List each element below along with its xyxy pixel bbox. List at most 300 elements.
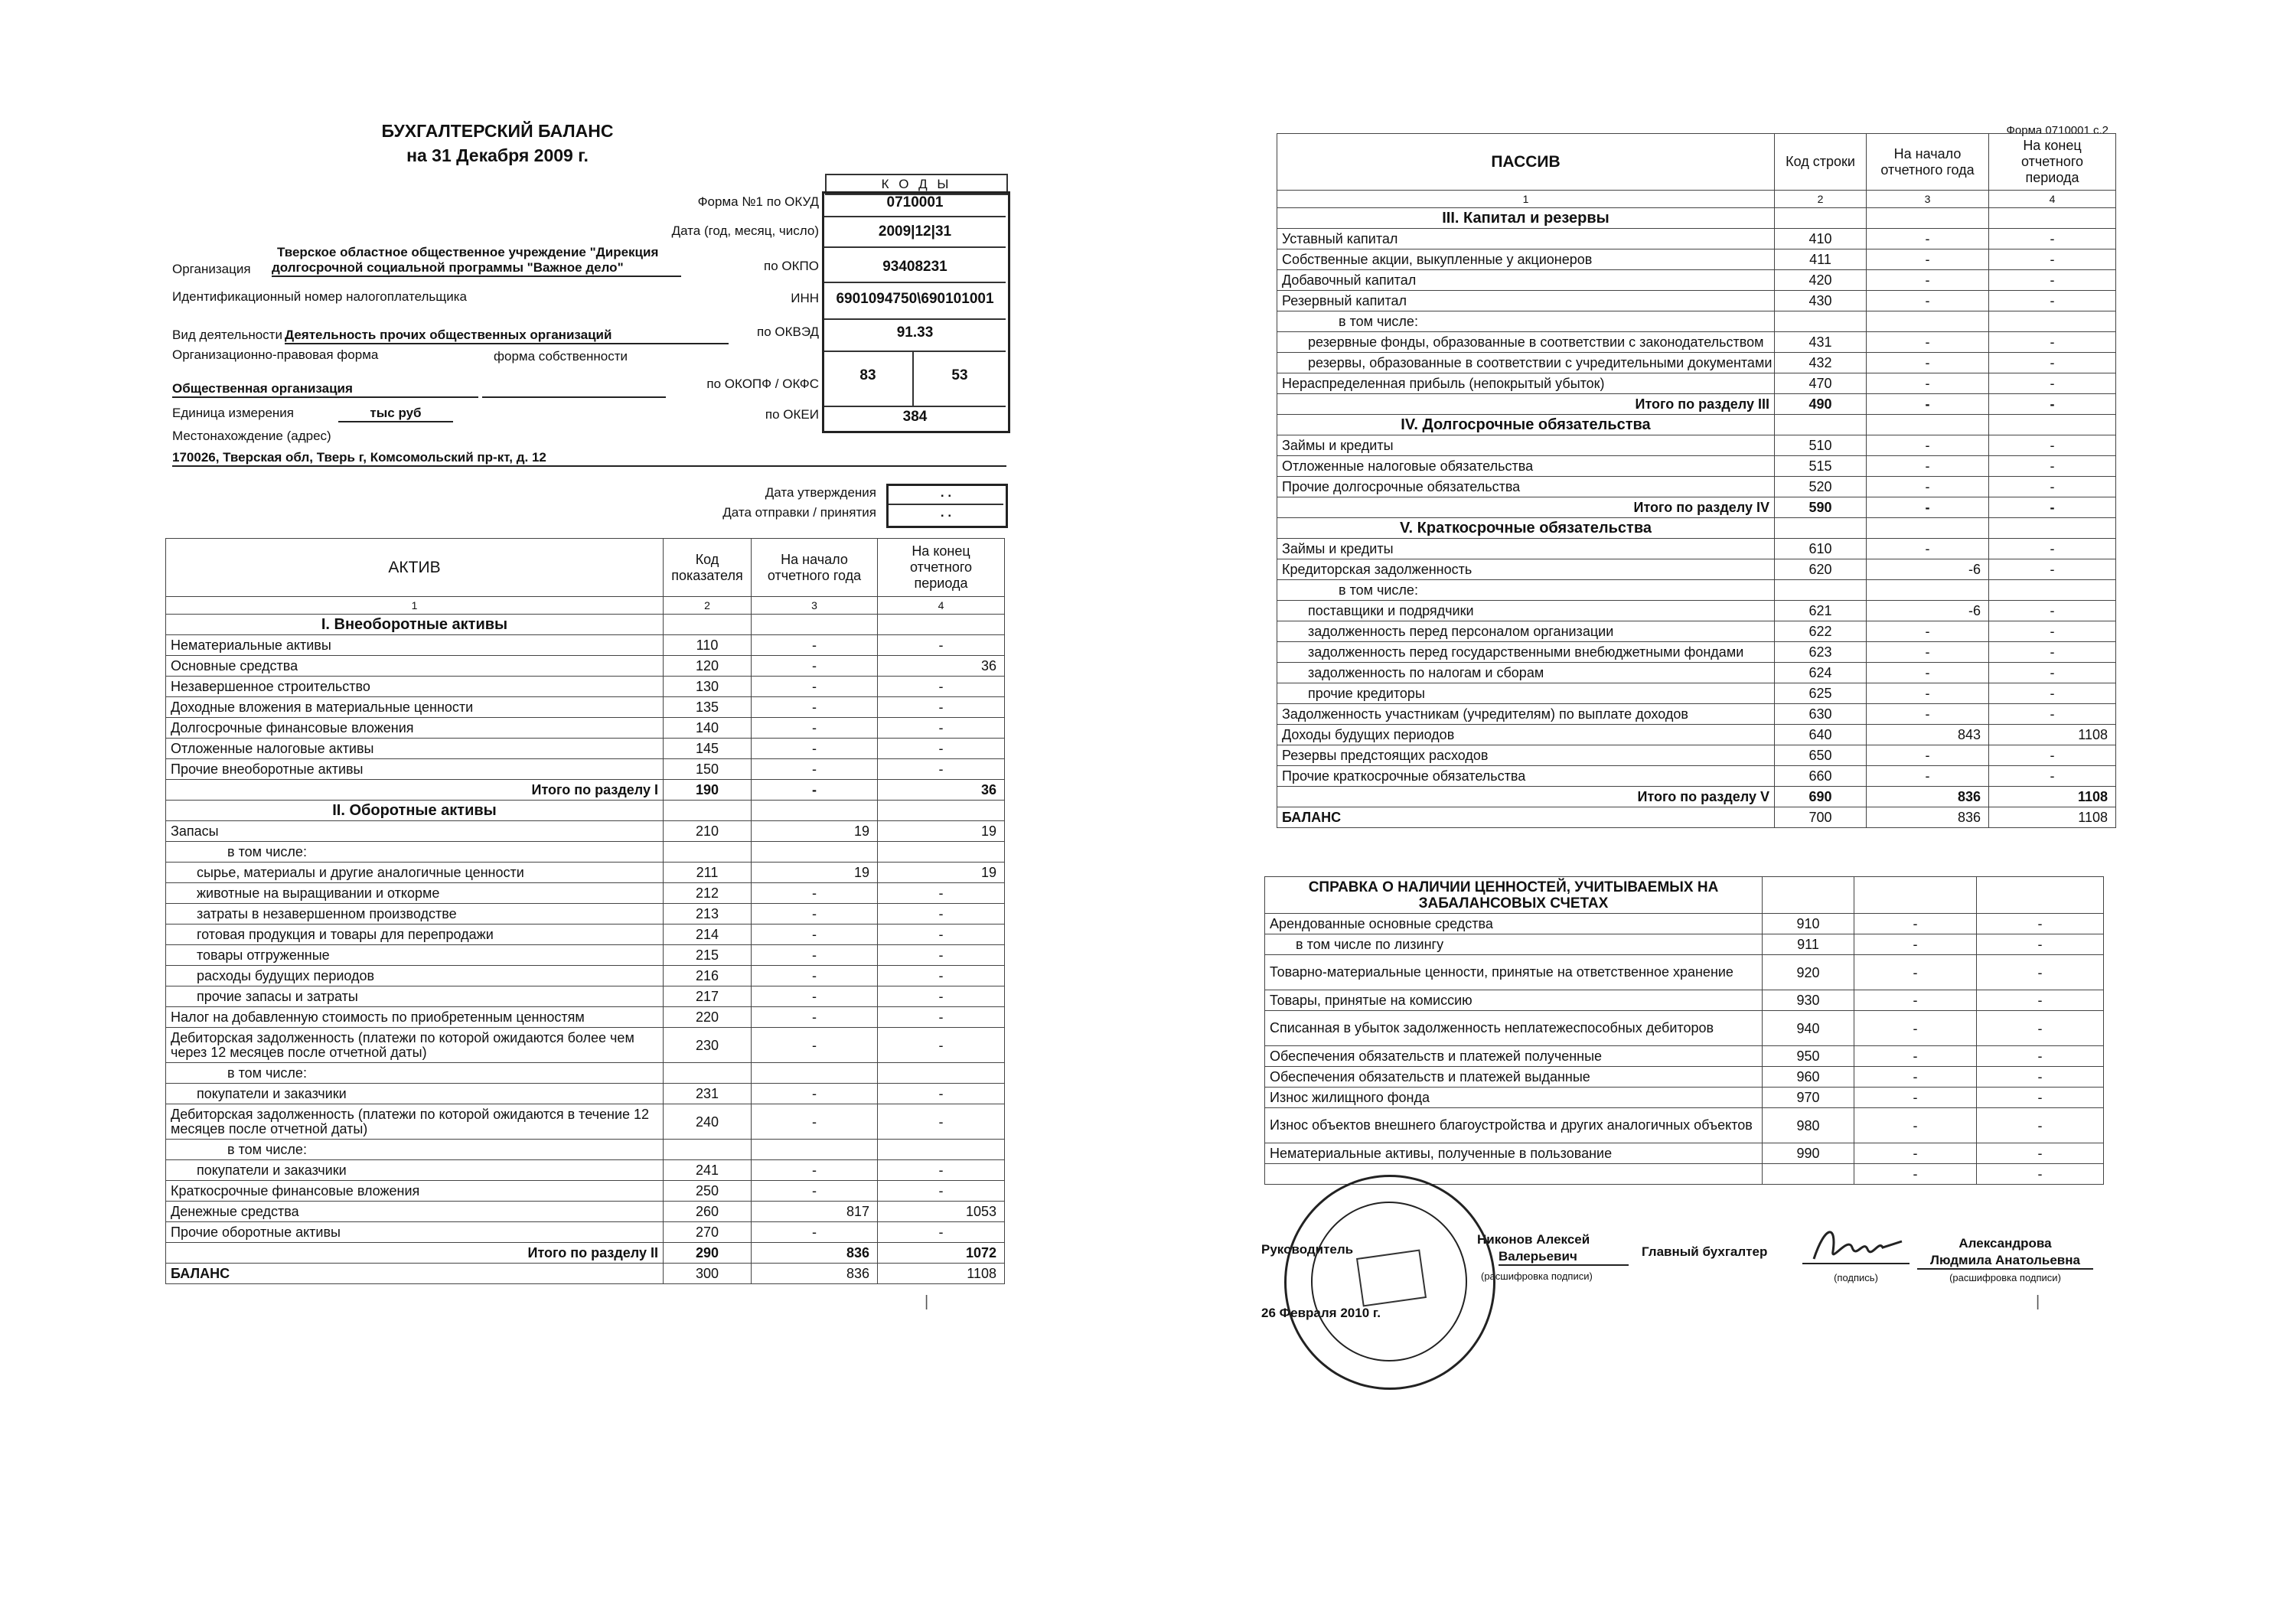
table-row xyxy=(1277,725,2116,745)
okfs-code: 53 xyxy=(951,367,968,383)
value-start: - xyxy=(1867,291,1989,311)
value-start: - xyxy=(752,1222,878,1243)
table-row xyxy=(1277,745,2116,766)
table-row xyxy=(166,1063,1005,1084)
row-label: Кредиторская задолженность xyxy=(1277,559,1775,580)
table-row xyxy=(166,718,1005,739)
row-code xyxy=(664,842,752,863)
table-row xyxy=(1277,642,2116,663)
table-row xyxy=(1277,249,2116,270)
row-label: Обеспечения обязательств и платежей выданные xyxy=(1265,1067,1763,1088)
value-start xyxy=(752,1140,878,1160)
value-start: - xyxy=(752,718,878,739)
row-label: Собственные акции, выкупленные у акционеров xyxy=(1277,249,1775,270)
table-row xyxy=(1265,955,2104,990)
value-end: - xyxy=(1989,249,2116,270)
sent-value: . . xyxy=(940,505,952,520)
row-code: 490 xyxy=(1775,394,1867,415)
row-label: Нематериальные активы xyxy=(166,635,664,656)
value-end: 36 xyxy=(878,780,1005,801)
value-end: - xyxy=(878,1181,1005,1202)
value-start: - xyxy=(752,780,878,801)
value-end xyxy=(878,1063,1005,1084)
value-start: - xyxy=(752,697,878,718)
table-row xyxy=(166,1140,1005,1160)
document-title: БУХГАЛТЕРСКИЙ БАЛАНС xyxy=(381,121,614,141)
row-code: 930 xyxy=(1763,990,1854,1011)
value-start: - xyxy=(752,1007,878,1028)
head-name-2: Валерьевич xyxy=(1499,1249,1629,1266)
table-row xyxy=(1277,497,2116,518)
table-row xyxy=(1277,394,2116,415)
okpo-label: по ОКПО xyxy=(764,259,819,273)
value-start: - xyxy=(752,1084,878,1104)
table-row xyxy=(1277,621,2116,642)
row-code: 240 xyxy=(664,1104,752,1140)
table-row xyxy=(1277,704,2116,725)
table-row xyxy=(1277,353,2116,373)
table-row xyxy=(166,1202,1005,1222)
form-ref: Форма 0710001 с.2 xyxy=(2006,124,2108,137)
row-code: 231 xyxy=(664,1084,752,1104)
ownership-label: форма собственности xyxy=(494,349,628,364)
row-label: БАЛАНС xyxy=(166,1264,664,1284)
value-start: -6 xyxy=(1867,559,1989,580)
chief-name-1: Александрова xyxy=(1958,1236,2052,1251)
activity-value: Деятельность прочих общественных организаций xyxy=(285,328,729,344)
row-label: в том числе: xyxy=(166,1140,664,1160)
inn-caption: Идентификационный номер налогоплательщика xyxy=(172,289,467,304)
value-end: - xyxy=(878,945,1005,966)
asset-header-name: АКТИВ xyxy=(166,539,664,597)
value-end: - xyxy=(1989,229,2116,249)
value-end: - xyxy=(1989,642,2116,663)
row-label: покупатели и заказчики xyxy=(166,1160,664,1181)
table-row xyxy=(1265,934,2104,955)
value-start: 19 xyxy=(752,821,878,842)
value-end: - xyxy=(878,1007,1005,1028)
table-row xyxy=(166,1104,1005,1140)
asset-header-end: На конец отчетного периода xyxy=(878,539,1005,597)
section-title: IV. Долгосрочные обязательства xyxy=(1277,415,1775,435)
okei-label: по ОКЕИ xyxy=(765,407,819,422)
table-row xyxy=(166,945,1005,966)
value-end: 36 xyxy=(878,656,1005,677)
section-title: V. Краткосрочные обязательства xyxy=(1277,518,1775,539)
row-code xyxy=(1763,1164,1854,1185)
table-row xyxy=(166,697,1005,718)
value-end: - xyxy=(1977,1088,2104,1108)
value-start: - xyxy=(752,1160,878,1181)
row-code: 270 xyxy=(664,1222,752,1243)
inn-code: 6901094750\690101001 xyxy=(836,291,994,307)
row-label: прочие запасы и затраты xyxy=(166,986,664,1007)
row-label: Уставный капитал xyxy=(1277,229,1775,249)
liab-header-start: На начало отчетного года xyxy=(1867,134,1989,191)
value-end: - xyxy=(1989,477,2116,497)
row-label: Прочие краткосрочные обязательства xyxy=(1277,766,1775,787)
table-row xyxy=(166,635,1005,656)
table-row xyxy=(1277,456,2116,477)
table-row xyxy=(1277,291,2116,311)
table-row xyxy=(1265,1088,2104,1108)
row-code: 510 xyxy=(1775,435,1867,456)
value-start: - xyxy=(1867,497,1989,518)
value-end: 1072 xyxy=(878,1243,1005,1264)
table-row xyxy=(1277,601,2116,621)
row-label: покупатели и заказчики xyxy=(166,1084,664,1104)
value-start: - xyxy=(752,1104,878,1140)
sent-label: Дата отправки / принятия xyxy=(722,505,876,520)
colnum: 4 xyxy=(1989,191,2116,208)
value-end: - xyxy=(878,966,1005,986)
value-start: - xyxy=(1867,249,1989,270)
value-end: - xyxy=(1989,291,2116,311)
row-code: 190 xyxy=(664,780,752,801)
table-row xyxy=(1277,539,2116,559)
row-code xyxy=(664,1063,752,1084)
value-end: - xyxy=(1989,704,2116,725)
table-row xyxy=(1277,373,2116,394)
table-row xyxy=(166,1264,1005,1284)
ownership-value-line xyxy=(482,381,666,398)
value-start: - xyxy=(1854,934,1977,955)
section-header xyxy=(1277,208,2116,229)
row-label: товары отгруженные xyxy=(166,945,664,966)
row-code: 960 xyxy=(1763,1067,1854,1088)
row-code: 300 xyxy=(664,1264,752,1284)
section-header xyxy=(166,615,1005,635)
row-label: Арендованные основные средства xyxy=(1265,914,1763,934)
value-start: - xyxy=(1854,1088,1977,1108)
value-end xyxy=(878,1140,1005,1160)
row-code xyxy=(664,1140,752,1160)
row-code: 520 xyxy=(1775,477,1867,497)
value-end: - xyxy=(878,1104,1005,1140)
date-label: Дата (год, месяц, число) xyxy=(671,223,819,238)
table-row xyxy=(1265,914,2104,934)
activity-label: Вид деятельности xyxy=(172,328,282,342)
value-end: 1053 xyxy=(878,1202,1005,1222)
value-start: - xyxy=(752,925,878,945)
value-start: - xyxy=(752,739,878,759)
row-code: 430 xyxy=(1775,291,1867,311)
row-label: поставщики и подрядчики xyxy=(1277,601,1775,621)
table-row xyxy=(166,1243,1005,1264)
value-end: - xyxy=(1977,934,2104,955)
value-end: - xyxy=(1977,1164,2104,1185)
value-start: - xyxy=(1867,435,1989,456)
row-label: Износ объектов внешнего благоустройства и других аналогичных объектов xyxy=(1265,1108,1763,1143)
value-start: - xyxy=(1867,745,1989,766)
row-code: 990 xyxy=(1763,1143,1854,1164)
row-label: Задолженность участникам (учредителям) по выплате доходов xyxy=(1277,704,1775,725)
row-code: 130 xyxy=(664,677,752,697)
row-label: Запасы xyxy=(166,821,664,842)
table-row xyxy=(166,863,1005,883)
value-start: - xyxy=(752,883,878,904)
row-label: Отложенные налоговые обязательства xyxy=(1277,456,1775,477)
value-start: - xyxy=(752,759,878,780)
section-title: II. Оборотные активы xyxy=(166,801,664,821)
chief-sign-caption: (подпись) xyxy=(1834,1272,1878,1283)
row-code: 250 xyxy=(664,1181,752,1202)
value-end: - xyxy=(878,1160,1005,1181)
value-start: - xyxy=(1867,642,1989,663)
value-end: - xyxy=(1977,914,2104,934)
head-label: Руководитель xyxy=(1261,1242,1354,1257)
okud-code: 0710001 xyxy=(886,194,944,210)
value-start xyxy=(752,842,878,863)
value-start: - xyxy=(752,677,878,697)
value-end: - xyxy=(1989,353,2116,373)
value-end: - xyxy=(1977,1067,2104,1088)
row-code: 411 xyxy=(1775,249,1867,270)
value-start: - xyxy=(1867,704,1989,725)
row-label: резервы, образованные в соответствии с учредительными документами xyxy=(1277,353,1775,373)
value-end: - xyxy=(1989,394,2116,415)
value-end: - xyxy=(1989,539,2116,559)
row-code: 470 xyxy=(1775,373,1867,394)
row-label: Обеспечения обязательств и платежей полученные xyxy=(1265,1046,1763,1067)
table-row xyxy=(1265,990,2104,1011)
value-end: - xyxy=(1989,745,2116,766)
row-code: 230 xyxy=(664,1028,752,1063)
row-code: 624 xyxy=(1775,663,1867,683)
row-label: Итого по разделу II xyxy=(166,1243,664,1264)
offbalance-table xyxy=(1264,876,2104,1185)
table-row xyxy=(1265,1011,2104,1046)
row-code: 211 xyxy=(664,863,752,883)
table-row xyxy=(166,904,1005,925)
row-code: 970 xyxy=(1763,1088,1854,1108)
table-row xyxy=(166,842,1005,863)
row-code: 290 xyxy=(664,1243,752,1264)
table-row xyxy=(166,966,1005,986)
table-row xyxy=(1277,807,2116,828)
row-code: 911 xyxy=(1763,934,1854,955)
value-start: - xyxy=(752,1181,878,1202)
liab-header-code: Код строки xyxy=(1775,134,1867,191)
value-start: 836 xyxy=(752,1243,878,1264)
value-end: 1108 xyxy=(1989,787,2116,807)
row-code: 213 xyxy=(664,904,752,925)
table-row xyxy=(1277,311,2116,332)
asset-header-start: На начало отчетного года xyxy=(752,539,878,597)
row-label: Резервный капитал xyxy=(1277,291,1775,311)
value-end: - xyxy=(878,718,1005,739)
row-label: задолженность по налогам и сборам xyxy=(1277,663,1775,683)
row-code: 214 xyxy=(664,925,752,945)
row-label: Итого по разделу IV xyxy=(1277,497,1775,518)
okpo-code: 93408231 xyxy=(882,259,947,275)
chief-decode-caption: (расшифровка подписи) xyxy=(1949,1272,2061,1283)
chief-name-2: Людмила Анатольевна xyxy=(1917,1253,2093,1270)
colnum: 1 xyxy=(166,597,664,615)
value-end: - xyxy=(1989,601,2116,621)
table-row xyxy=(166,677,1005,697)
table-row xyxy=(166,1181,1005,1202)
value-end: - xyxy=(1977,1143,2104,1164)
chief-label: Главный бухгалтер xyxy=(1642,1244,1768,1259)
row-code: 590 xyxy=(1775,497,1867,518)
value-end: - xyxy=(878,925,1005,945)
value-end: 1108 xyxy=(878,1264,1005,1284)
stamp-emblem-icon xyxy=(1356,1249,1427,1306)
value-start: - xyxy=(1867,477,1989,497)
value-start: - xyxy=(1867,663,1989,683)
unit-label: Единица измерения xyxy=(172,406,294,420)
value-end: - xyxy=(878,1028,1005,1063)
row-code: 625 xyxy=(1775,683,1867,704)
org-name-line2: долгосрочной социальной программы "Важное дело" xyxy=(272,260,681,277)
scan-mark: | xyxy=(925,1293,929,1310)
value-start: - xyxy=(1867,621,1989,642)
value-start: - xyxy=(1867,456,1989,477)
legal-form-label: Организационно-правовая форма xyxy=(172,347,379,362)
row-label: Нематериальные активы, полученные в пользование xyxy=(1265,1143,1763,1164)
value-start: 19 xyxy=(752,863,878,883)
row-label: Товарно-материальные ценности, принятые на ответственное хранение xyxy=(1265,955,1763,990)
codes-header: К О Д Ы xyxy=(825,174,1008,195)
row-code: 660 xyxy=(1775,766,1867,787)
row-code: 212 xyxy=(664,883,752,904)
row-label: в том числе: xyxy=(1277,311,1775,332)
table-row xyxy=(1277,270,2116,291)
value-start: - xyxy=(1854,914,1977,934)
value-start: - xyxy=(1867,229,1989,249)
table-row xyxy=(166,883,1005,904)
value-end: - xyxy=(878,677,1005,697)
section-title: I. Внеоборотные активы xyxy=(166,615,664,635)
address-label: Местонахождение (адрес) xyxy=(172,429,331,443)
table-row xyxy=(1265,1046,2104,1067)
value-start: - xyxy=(1867,373,1989,394)
table-row xyxy=(1277,663,2116,683)
row-code: 940 xyxy=(1763,1011,1854,1046)
row-code: 420 xyxy=(1775,270,1867,291)
row-code: 210 xyxy=(664,821,752,842)
row-label xyxy=(1265,1164,1763,1185)
row-code: 220 xyxy=(664,1007,752,1028)
colnum: 3 xyxy=(752,597,878,615)
value-end: - xyxy=(1989,766,2116,787)
sign-date: 26 Февраля 2010 г. xyxy=(1261,1306,1381,1320)
approval-value: . . xyxy=(940,485,952,500)
section-header xyxy=(1277,518,2116,539)
table-row xyxy=(1265,1108,2104,1143)
value-start: 836 xyxy=(752,1264,878,1284)
row-label: в том числе: xyxy=(1277,580,1775,601)
row-label: Прочие долгосрочные обязательства xyxy=(1277,477,1775,497)
table-row xyxy=(1265,1143,2104,1164)
row-code: 700 xyxy=(1775,807,1867,828)
value-end: - xyxy=(1977,1046,2104,1067)
row-code: 610 xyxy=(1775,539,1867,559)
row-label: Резервы предстоящих расходов xyxy=(1277,745,1775,766)
value-start: - xyxy=(1854,1164,1977,1185)
row-code: 216 xyxy=(664,966,752,986)
row-label: Итого по разделу III xyxy=(1277,394,1775,415)
row-label: Итого по разделу I xyxy=(166,780,664,801)
table-row xyxy=(166,1222,1005,1243)
row-code: 623 xyxy=(1775,642,1867,663)
value-start xyxy=(1867,580,1989,601)
okei-code: 384 xyxy=(902,409,928,425)
value-end: - xyxy=(1989,373,2116,394)
table-row xyxy=(166,1084,1005,1104)
value-start: - xyxy=(1867,332,1989,353)
value-end: - xyxy=(1989,435,2116,456)
row-code xyxy=(1775,311,1867,332)
colnum: 2 xyxy=(1775,191,1867,208)
row-code: 630 xyxy=(1775,704,1867,725)
row-code: 215 xyxy=(664,945,752,966)
table-row xyxy=(1277,435,2116,456)
table-row xyxy=(166,1160,1005,1181)
table-row xyxy=(1277,332,2116,353)
value-start: - xyxy=(1867,394,1989,415)
value-start: 836 xyxy=(1867,787,1989,807)
table-row xyxy=(166,780,1005,801)
value-end: 19 xyxy=(878,863,1005,883)
row-code: 217 xyxy=(664,986,752,1007)
row-label: задолженность перед персоналом организации xyxy=(1277,621,1775,642)
value-start: - xyxy=(1854,1067,1977,1088)
row-code: 120 xyxy=(664,656,752,677)
row-code: 110 xyxy=(664,635,752,656)
value-start: - xyxy=(752,656,878,677)
table-row xyxy=(166,821,1005,842)
value-start xyxy=(1867,311,1989,332)
organization-stamp xyxy=(1284,1175,1495,1390)
row-label: сырье, материалы и другие аналогичные ценности xyxy=(166,863,664,883)
row-label: готовая продукция и товары для перепродажи xyxy=(166,925,664,945)
offbalance-title: СПРАВКА О НАЛИЧИИ ЦЕННОСТЕЙ, УЧИТЫВАЕМЫХ НА ЗАБАЛАНСОВЫХ СЧЕТАХ xyxy=(1265,877,1763,914)
value-end: - xyxy=(878,1084,1005,1104)
value-end: - xyxy=(878,1222,1005,1243)
liab-header-end: На конец отчетного периода xyxy=(1989,134,2116,191)
row-label: Долгосрочные финансовые вложения xyxy=(166,718,664,739)
row-code: 410 xyxy=(1775,229,1867,249)
row-label: Итого по разделу V xyxy=(1277,787,1775,807)
date-code: 2009|12|31 xyxy=(878,223,952,240)
value-start xyxy=(752,1063,878,1084)
value-end: - xyxy=(878,739,1005,759)
row-label: Денежные средства xyxy=(166,1202,664,1222)
row-label: в том числе: xyxy=(166,842,664,863)
value-end: - xyxy=(878,759,1005,780)
row-label: расходы будущих периодов xyxy=(166,966,664,986)
value-end: - xyxy=(1989,270,2116,291)
approval-label: Дата утверждения xyxy=(765,485,876,500)
value-end: - xyxy=(1977,1011,2104,1046)
value-end: 19 xyxy=(878,821,1005,842)
value-end: - xyxy=(878,904,1005,925)
row-label: Износ жилищного фонда xyxy=(1265,1088,1763,1108)
value-start: 843 xyxy=(1867,725,1989,745)
value-end: - xyxy=(1989,621,2116,642)
org-label: Организация xyxy=(172,262,251,276)
row-label: Отложенные налоговые активы xyxy=(166,739,664,759)
value-start: - xyxy=(1854,1011,1977,1046)
value-start: - xyxy=(752,635,878,656)
row-code: 690 xyxy=(1775,787,1867,807)
value-end: - xyxy=(1989,332,2116,353)
colnum: 2 xyxy=(664,597,752,615)
value-start: - xyxy=(1867,683,1989,704)
row-code: 135 xyxy=(664,697,752,718)
